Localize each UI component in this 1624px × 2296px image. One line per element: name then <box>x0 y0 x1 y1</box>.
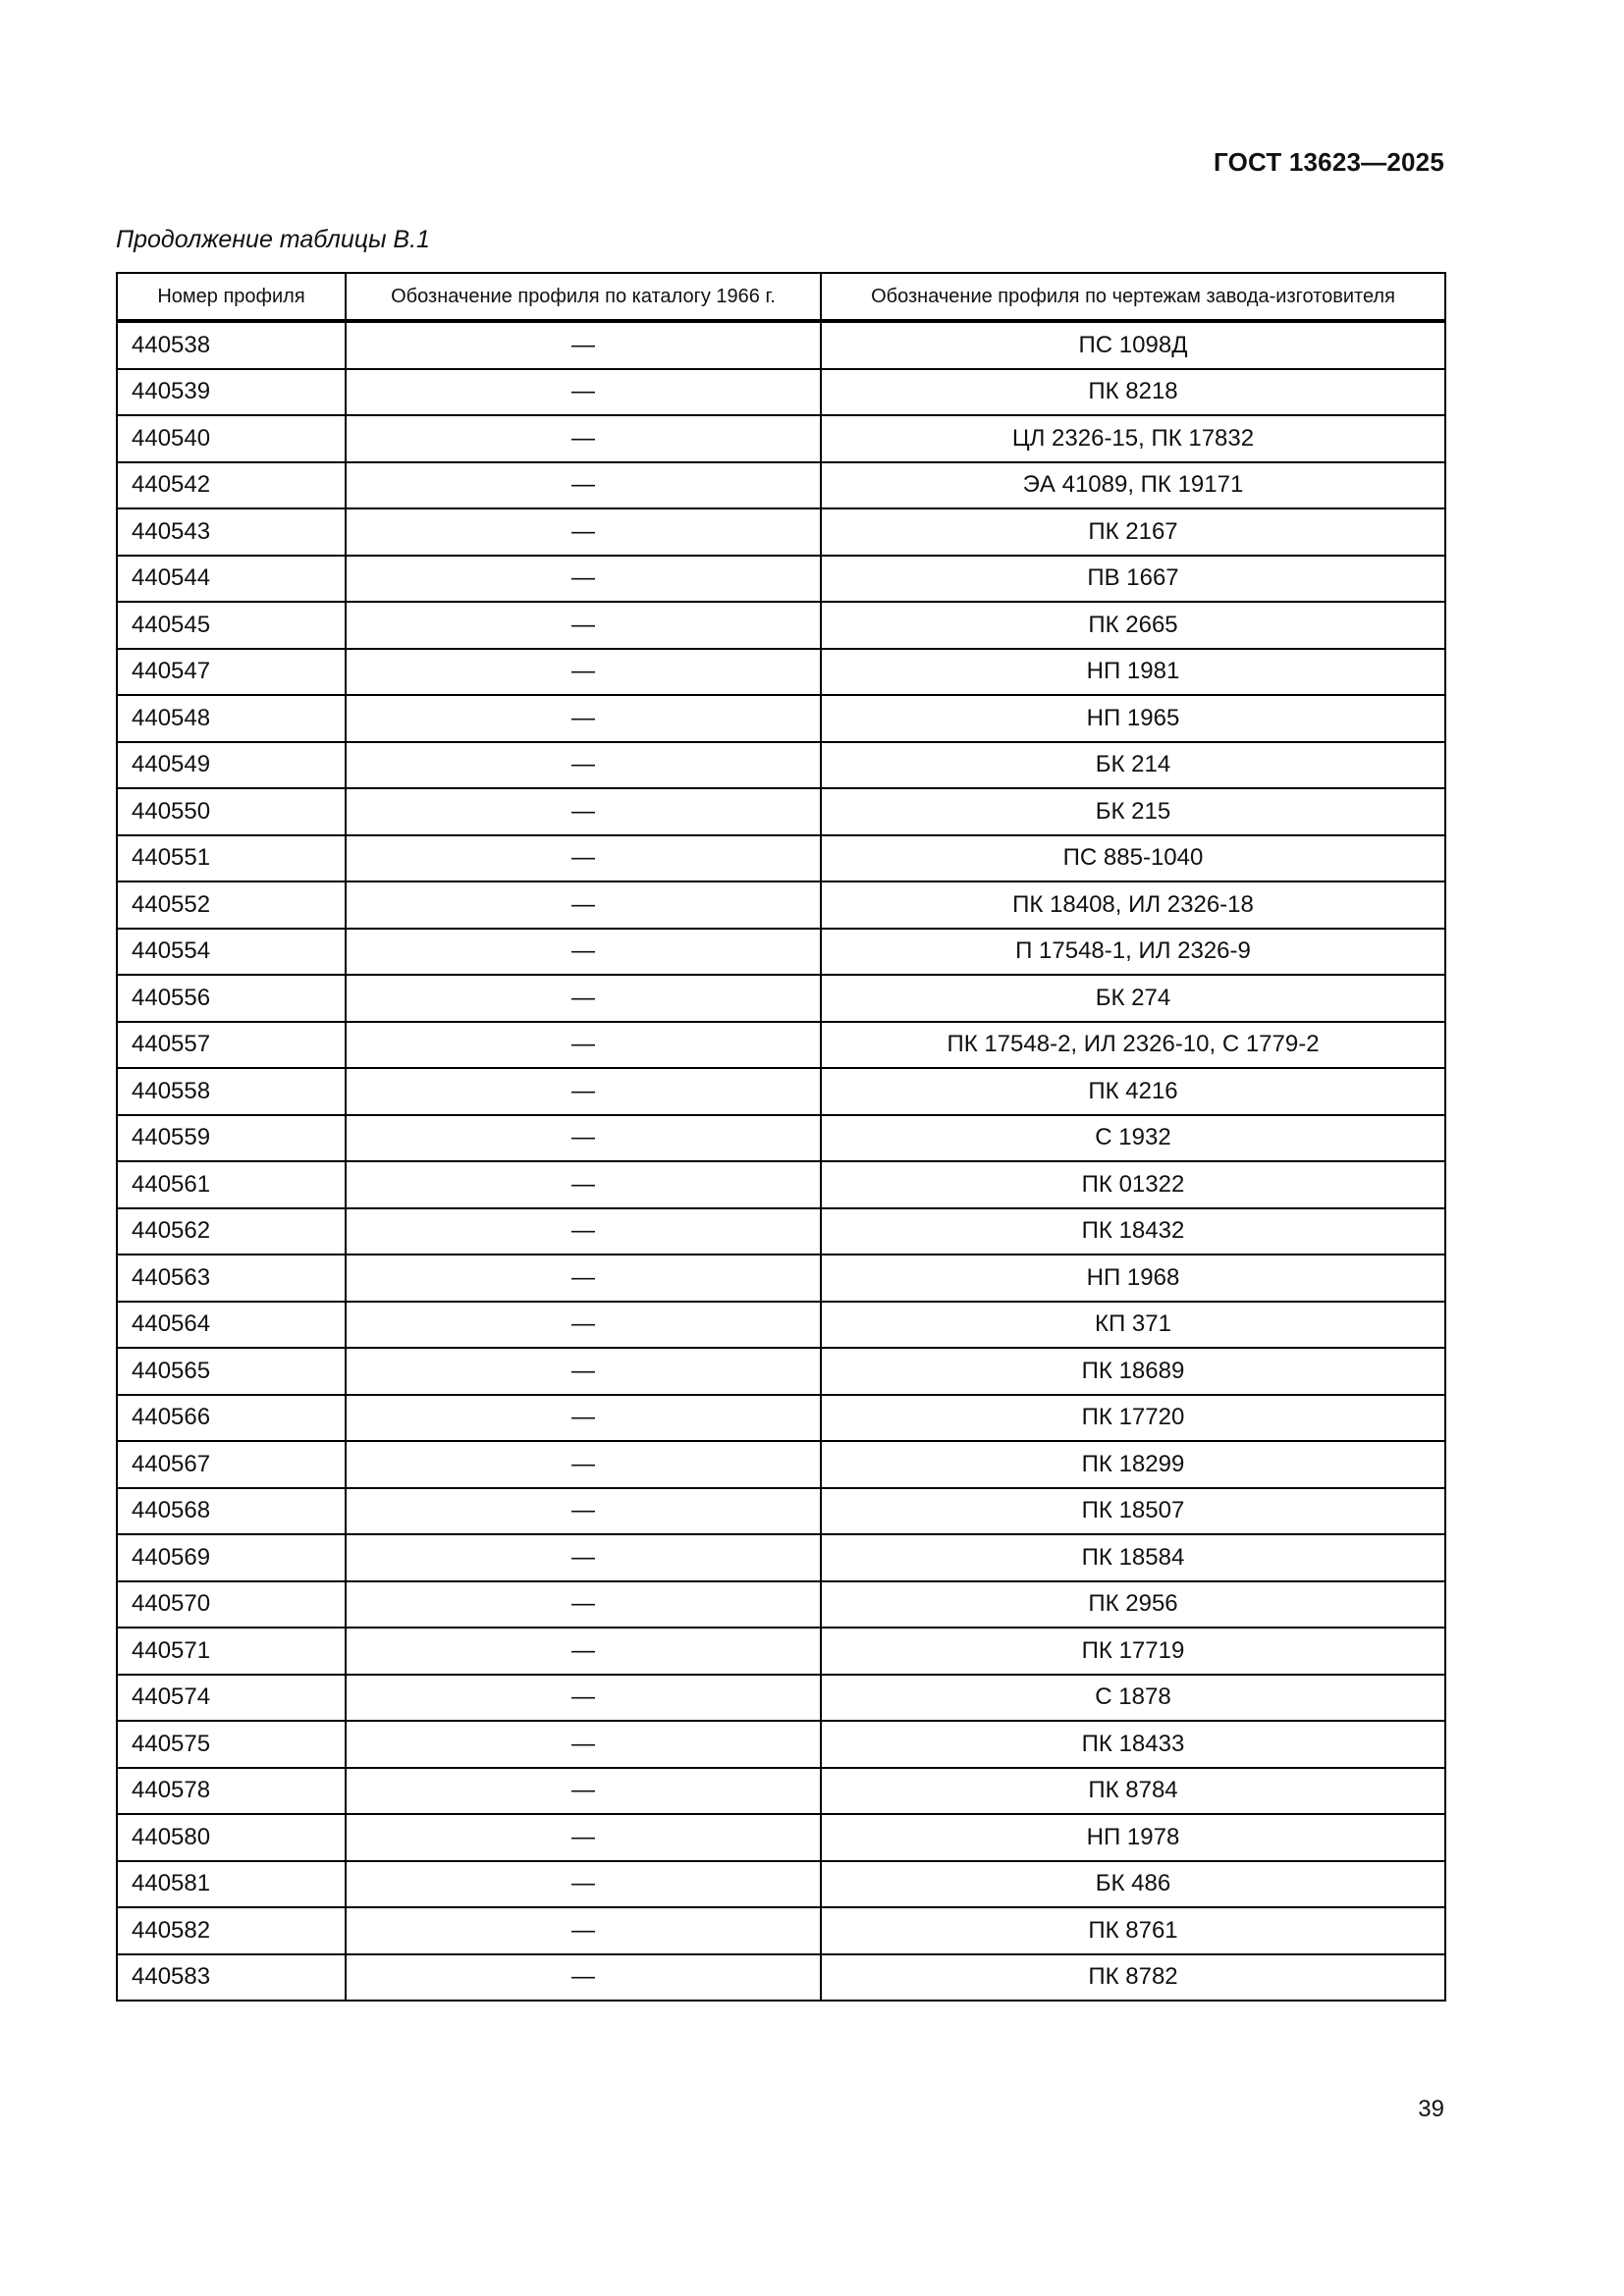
factory-designation-cell: ПК 18408, ИЛ 2326-18 <box>821 881 1445 929</box>
catalog-designation-cell: — <box>346 1441 821 1488</box>
catalog-designation-cell: — <box>346 1675 821 1722</box>
profile-number-cell: 440562 <box>117 1208 346 1255</box>
factory-designation-cell: ПС 1098Д <box>821 321 1445 369</box>
table-row <box>117 1395 1445 1442</box>
table-row <box>117 508 1445 556</box>
catalog-designation-cell: — <box>346 1348 821 1395</box>
catalog-designation-cell: — <box>346 1395 821 1442</box>
catalog-designation-cell: — <box>346 695 821 742</box>
table-row <box>117 1907 1445 1954</box>
table-row <box>117 929 1445 976</box>
profile-table <box>116 272 1446 2002</box>
profile-number-cell: 440547 <box>117 649 346 696</box>
profile-number-cell: 440583 <box>117 1954 346 2002</box>
catalog-designation-cell: — <box>346 1302 821 1349</box>
catalog-designation-cell: — <box>346 321 821 369</box>
table-row <box>117 1068 1445 1115</box>
standard-designation: ГОСТ 13623—2025 <box>1214 147 1444 177</box>
table-row <box>117 881 1445 929</box>
catalog-designation-cell: — <box>346 742 821 789</box>
table-row <box>117 695 1445 742</box>
factory-designation-cell: ПК 8761 <box>821 1907 1445 1954</box>
table-row <box>117 1861 1445 1908</box>
catalog-designation-cell: — <box>346 929 821 976</box>
catalog-designation-cell: — <box>346 1161 821 1208</box>
profile-number-cell: 440557 <box>117 1022 346 1069</box>
table-row <box>117 742 1445 789</box>
table-row <box>117 556 1445 603</box>
factory-designation-cell: ПК 4216 <box>821 1068 1445 1115</box>
table-body <box>117 321 1445 2001</box>
factory-designation-cell: ПК 18299 <box>821 1441 1445 1488</box>
table-row <box>117 321 1445 369</box>
factory-designation-cell: ПК 18584 <box>821 1534 1445 1581</box>
factory-designation-cell: С 1878 <box>821 1675 1445 1722</box>
table-row <box>117 1675 1445 1722</box>
factory-designation-cell: БК 215 <box>821 788 1445 835</box>
factory-designation-cell: П 17548-1, ИЛ 2326-9 <box>821 929 1445 976</box>
profile-number-cell: 440571 <box>117 1628 346 1675</box>
table-row <box>117 1721 1445 1768</box>
table-row <box>117 975 1445 1022</box>
table-row <box>117 1768 1445 1815</box>
table-row <box>117 1302 1445 1349</box>
table-row <box>117 835 1445 882</box>
factory-designation-cell: ПК 17548-2, ИЛ 2326-10, С 1779-2 <box>821 1022 1445 1069</box>
profile-number-cell: 440568 <box>117 1488 346 1535</box>
factory-designation-cell: НП 1965 <box>821 695 1445 742</box>
profile-number-cell: 440544 <box>117 556 346 603</box>
profile-number-cell: 440566 <box>117 1395 346 1442</box>
table-row <box>117 1022 1445 1069</box>
factory-designation-cell: БК 214 <box>821 742 1445 789</box>
column-header-profile-number: Номер профиля <box>117 273 346 321</box>
factory-designation-cell: ПК 8784 <box>821 1768 1445 1815</box>
catalog-designation-cell: — <box>346 1861 821 1908</box>
factory-designation-cell: ЭА 41089, ПК 19171 <box>821 462 1445 509</box>
profile-number-cell: 440581 <box>117 1861 346 1908</box>
catalog-designation-cell: — <box>346 881 821 929</box>
catalog-designation-cell: — <box>346 415 821 462</box>
table-row <box>117 1628 1445 1675</box>
profile-number-cell: 440578 <box>117 1768 346 1815</box>
factory-designation-cell: ПК 18432 <box>821 1208 1445 1255</box>
profile-number-cell: 440540 <box>117 415 346 462</box>
catalog-designation-cell: — <box>346 1068 821 1115</box>
factory-designation-cell: ПК 17720 <box>821 1395 1445 1442</box>
catalog-designation-cell: — <box>346 556 821 603</box>
profile-number-cell: 440545 <box>117 602 346 649</box>
table-row <box>117 1534 1445 1581</box>
catalog-designation-cell: — <box>346 462 821 509</box>
table-row <box>117 1255 1445 1302</box>
profile-number-cell: 440548 <box>117 695 346 742</box>
profile-number-cell: 440559 <box>117 1115 346 1162</box>
table-row <box>117 1954 1445 2002</box>
table-row <box>117 1348 1445 1395</box>
profile-number-cell: 440542 <box>117 462 346 509</box>
factory-designation-cell: БК 486 <box>821 1861 1445 1908</box>
factory-designation-cell: ПК 2665 <box>821 602 1445 649</box>
profile-number-cell: 440549 <box>117 742 346 789</box>
factory-designation-cell: ПК 18689 <box>821 1348 1445 1395</box>
factory-designation-cell: ПВ 1667 <box>821 556 1445 603</box>
profile-number-cell: 440570 <box>117 1581 346 1629</box>
catalog-designation-cell: — <box>346 508 821 556</box>
factory-designation-cell: ПК 8218 <box>821 369 1445 416</box>
table-row <box>117 602 1445 649</box>
factory-designation-cell: ПК 2167 <box>821 508 1445 556</box>
factory-designation-cell: ПК 2956 <box>821 1581 1445 1629</box>
profile-number-cell: 440543 <box>117 508 346 556</box>
catalog-designation-cell: — <box>346 1488 821 1535</box>
catalog-designation-cell: — <box>346 835 821 882</box>
factory-designation-cell: ПК 18507 <box>821 1488 1445 1535</box>
profile-number-cell: 440575 <box>117 1721 346 1768</box>
factory-designation-cell: ПК 18433 <box>821 1721 1445 1768</box>
catalog-designation-cell: — <box>346 602 821 649</box>
table-caption: Продолжение таблицы В.1 <box>116 226 430 253</box>
catalog-designation-cell: — <box>346 1814 821 1861</box>
table-row <box>117 649 1445 696</box>
catalog-designation-cell: — <box>346 1768 821 1815</box>
catalog-designation-cell: — <box>346 1255 821 1302</box>
factory-designation-cell: НП 1981 <box>821 649 1445 696</box>
factory-designation-cell: ПК 01322 <box>821 1161 1445 1208</box>
catalog-designation-cell: — <box>346 1907 821 1954</box>
catalog-designation-cell: — <box>346 1022 821 1069</box>
column-header-catalog-1966: Обозначение профиля по каталогу 1966 г. <box>346 273 821 321</box>
column-header-factory-drawings: Обозначение профиля по чертежам завода-изготовителя <box>821 273 1445 321</box>
profile-number-cell: 440550 <box>117 788 346 835</box>
profile-number-cell: 440538 <box>117 321 346 369</box>
profile-number-cell: 440567 <box>117 1441 346 1488</box>
profile-number-cell: 440561 <box>117 1161 346 1208</box>
table-row <box>117 1488 1445 1535</box>
table-row <box>117 1208 1445 1255</box>
factory-designation-cell: ПС 885-1040 <box>821 835 1445 882</box>
table-header-row <box>117 273 1445 321</box>
factory-designation-cell: НП 1968 <box>821 1255 1445 1302</box>
catalog-designation-cell: — <box>346 1628 821 1675</box>
factory-designation-cell: ЦЛ 2326-15, ПК 17832 <box>821 415 1445 462</box>
catalog-designation-cell: — <box>346 1534 821 1581</box>
profile-number-cell: 440556 <box>117 975 346 1022</box>
table-row <box>117 415 1445 462</box>
table-row <box>117 788 1445 835</box>
catalog-designation-cell: — <box>346 1208 821 1255</box>
catalog-designation-cell: — <box>346 1721 821 1768</box>
factory-designation-cell: БК 274 <box>821 975 1445 1022</box>
table-row <box>117 1581 1445 1629</box>
profile-number-cell: 440564 <box>117 1302 346 1349</box>
table-row <box>117 369 1445 416</box>
catalog-designation-cell: — <box>346 788 821 835</box>
factory-designation-cell: КП 371 <box>821 1302 1445 1349</box>
factory-designation-cell: ПК 17719 <box>821 1628 1445 1675</box>
table-row <box>117 462 1445 509</box>
table-row <box>117 1161 1445 1208</box>
catalog-designation-cell: — <box>346 649 821 696</box>
factory-designation-cell: С 1932 <box>821 1115 1445 1162</box>
profile-number-cell: 440563 <box>117 1255 346 1302</box>
profile-number-cell: 440582 <box>117 1907 346 1954</box>
table-row <box>117 1115 1445 1162</box>
catalog-designation-cell: — <box>346 1954 821 2002</box>
profile-number-cell: 440552 <box>117 881 346 929</box>
profile-number-cell: 440554 <box>117 929 346 976</box>
profile-number-cell: 440565 <box>117 1348 346 1395</box>
profile-number-cell: 440558 <box>117 1068 346 1115</box>
profile-number-cell: 440580 <box>117 1814 346 1861</box>
catalog-designation-cell: — <box>346 369 821 416</box>
catalog-designation-cell: — <box>346 1115 821 1162</box>
factory-designation-cell: НП 1978 <box>821 1814 1445 1861</box>
page-number: 39 <box>1418 2096 1444 2122</box>
profile-number-cell: 440569 <box>117 1534 346 1581</box>
catalog-designation-cell: — <box>346 975 821 1022</box>
factory-designation-cell: ПК 8782 <box>821 1954 1445 2002</box>
table-row <box>117 1814 1445 1861</box>
profile-number-cell: 440574 <box>117 1675 346 1722</box>
profile-number-cell: 440539 <box>117 369 346 416</box>
profile-number-cell: 440551 <box>117 835 346 882</box>
catalog-designation-cell: — <box>346 1581 821 1629</box>
table-row <box>117 1441 1445 1488</box>
